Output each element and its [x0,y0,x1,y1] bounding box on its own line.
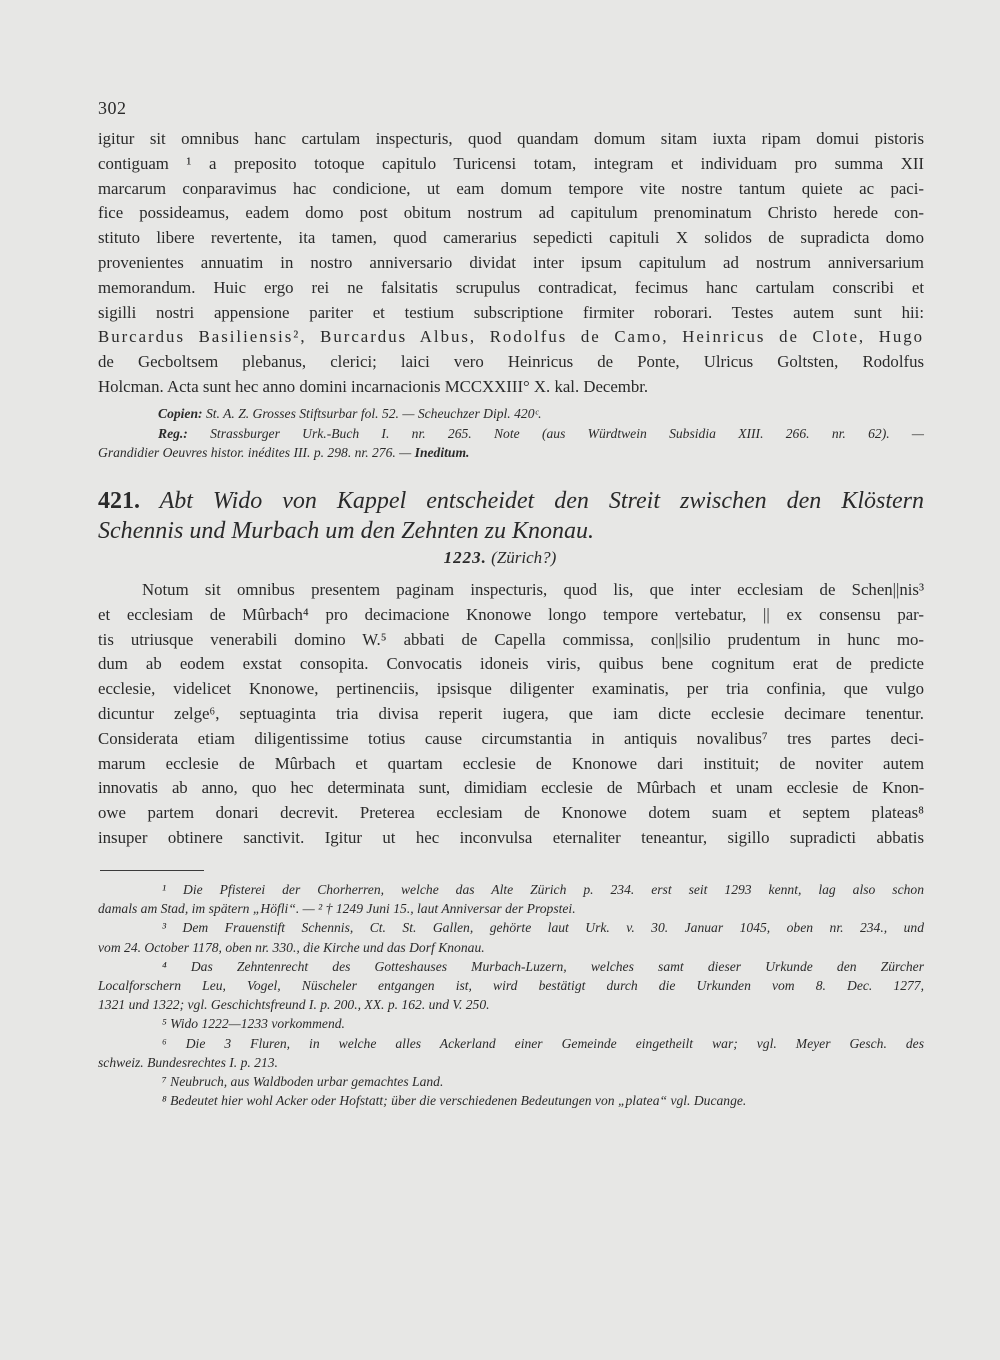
document-title-part-1: Abt Wido von Kappel entscheidet den Streit zwischen den Klöstern [159,488,924,514]
footnote-line: ⁸ Bedeutet hier wohl Acker oder Hofstatt; über die verschiedenen Bedeutungen von „platea“ vgl. Ducange. [162,1093,747,1109]
reg-line [98,424,924,444]
text-line: sigilli nostri appensione pariter et testium subscriptione firmiter roborari. Testes autem sunt hii: [98,302,924,322]
source-notes [98,404,924,463]
footnote-line: ⁷ Neubruch, aus Waldboden urbar gemachtes Land. [162,1074,444,1090]
text-line: stituto libere revertente, ita tamen, quod camerarius sepedicti capituli X solidos de supradicta domo [98,228,924,248]
text-line: tis utriusque venerabili domino W.⁵ abbati de Capella commissa, con||silio prudentum in hunc mo- [98,629,924,649]
text-line: innovatis ab anno, quo hec determinata sunt, dimidiam ecclesie de Mûrbach et unam ecclesie de Knon- [98,778,924,798]
footnote-line: ¹ Die Pfisterei der Chorherren, welche das Alte Zürich p. 234. erst seit 1293 kennt, lag also schon [162,882,924,897]
text-line: memorandum. Huic ergo rei ne falsitatis scrupulus contradicat, fecimus hanc cartulam conscribi et [98,277,924,297]
footnote-line: damals am Stad, im spätern „Höfli“. — ² † 1249 Juni 15., laut Anniversar der Propstei. [98,901,576,917]
text-line: Considerata etiam diligentissime totius cause circumstantia in antiquis novalibus⁷ tres partes deci- [98,728,924,748]
reg-label: Reg.: [158,425,188,441]
text-line: Notum sit omnibus presentem paginam inspecturis, quod lis, que inter ecclesiam de Schen||nis³ [142,580,924,599]
text-line: igitur sit omnibus hanc cartulam inspecturis, quod quandam domum sitam iuxta ripam domui pistoris [98,129,924,148]
footnote-line: 1321 und 1322; vgl. Geschichtsfreund I. p. 200., XX. p. 162. und V. 250. [98,997,490,1013]
footnote-line: ⁵ Wido 1222—1233 vorkommend. [162,1016,345,1032]
footnotes [98,880,924,1110]
charter-text [98,578,924,851]
copien-label: Copien: [158,406,203,421]
text-line: insuper obtinere sanctivit. Igitur ut hec inconvulsa eternaliter teneantur, sigillo supradicti abbatis [98,827,924,847]
text-line: marum ecclesie de Mûrbach et quartam ecclesie de Knonowe dari instituit; de noviter autem [98,753,924,773]
text-line: ecclesie, videlicet Knonowe, pertinenciis, ipsisque diligenter examinatis, per tria confinia, que vulgo [98,679,924,699]
document-heading [98,486,924,546]
text-line: contiguam ¹ a preposito totoque capitulo Turicensi totam, integram et individuam pro summa XII [98,153,924,173]
text-line: dum ab eodem exstat consopita. Convocatis idoneis viris, quibus bene cognitum erat de predicte [98,654,924,674]
text-line: marcarum conparavimus hac condicione, ut eam domum tempore vite nostre tantum quiete ac paci- [98,178,924,198]
footnote-rule [100,870,204,871]
text-line: et ecclesiam de Mûrbach⁴ pro decimacione Knonowe longo tempore vertebatur, || ex consensu par- [98,604,924,624]
copien-text: St. A. Z. Grosses Stiftsurbar fol. 52. — Scheuchzer Dipl. 420ᶜ. [205,406,542,421]
reg-continuation: Grandidier Oeuvres histor. inédites III. p. 298. nr. 276. — [98,445,412,460]
document-number: 421. [98,488,140,514]
footnote-line: vom 24. October 1178, oben nr. 330., die Kirche und das Dorf Knonau. [98,939,485,955]
footnote-line: ³ Dem Frauenstift Schennis, Ct. St. Gallen, gehörte laut Urk. v. 30. Januar 1045, oben nr. 234., und [162,920,924,936]
preceding-charter-text [98,127,924,400]
reg-continuation-line [98,443,924,463]
footnote-line: ⁶ Die 3 Fluren, in welche alles Ackerland einer Gemeinde eingetheilt war; vgl. Meyer Gesch. des [162,1035,924,1051]
text-line: provenientes annuatim in nostro anniversario dividat inter ipsum capitulum ad nostrum anniversarium [98,252,924,272]
document-title-part-2: Schennis und Murbach um den Zehnten zu Knonau. [98,518,594,544]
text-line: de Gecboltsem plebanus, clerici; laici vero Heinricus de Ponte, Ulricus Goltsten, Rodolfus [98,352,924,372]
text-line: Holcman. Acta sunt hec anno domini incarnacionis MCCXXIII° X. kal. Decembr. [98,376,649,396]
dateline [0,548,1000,568]
footnote-line: Localforschern Leu, Vogel, Nüscheler entgangen ist, wird bestätigt durch die Urkunden vom 8. Dec. 1277, [98,978,924,994]
text-line: owe partem donari decrevit. Preterea ecclesiam de Knonowe dotem suam et septem plateas⁸ [98,803,924,823]
footnote-line: ⁴ Das Zehntenrecht des Gotteshauses Murbach-Luzern, welches samt dieser Urkunde den Zürcher [162,958,924,974]
ineditum-label: Ineditum. [414,445,470,460]
reg-text: Strassburger Urk.-Buch I. nr. 265. Note (aus Würdtwein Subsidia XIII. 266. nr. 62). — [210,425,924,441]
footnote-line: schweiz. Bundesrechtes I. p. 213. [98,1054,278,1070]
document-place: (Zürich?) [491,548,557,567]
heading-line-1 [98,486,924,516]
copien-line [98,404,924,424]
text-line: dicuntur zelge⁶, septuaginta tria divisa reperit iugera, que iam dicte ecclesie decimare tenentur. [98,703,924,723]
text-line: fice possideamus, eadem domo post obitum nostrum ad capitulum prenominatum Christo herede con- [98,203,924,223]
document-year: 1223. [443,548,487,567]
text-line: Burcardus Basiliensis², Burcardus Albus, Rodolfus de Camo, Heinricus de Clote, Hugo [98,327,924,347]
page-number: 302 [98,98,127,118]
